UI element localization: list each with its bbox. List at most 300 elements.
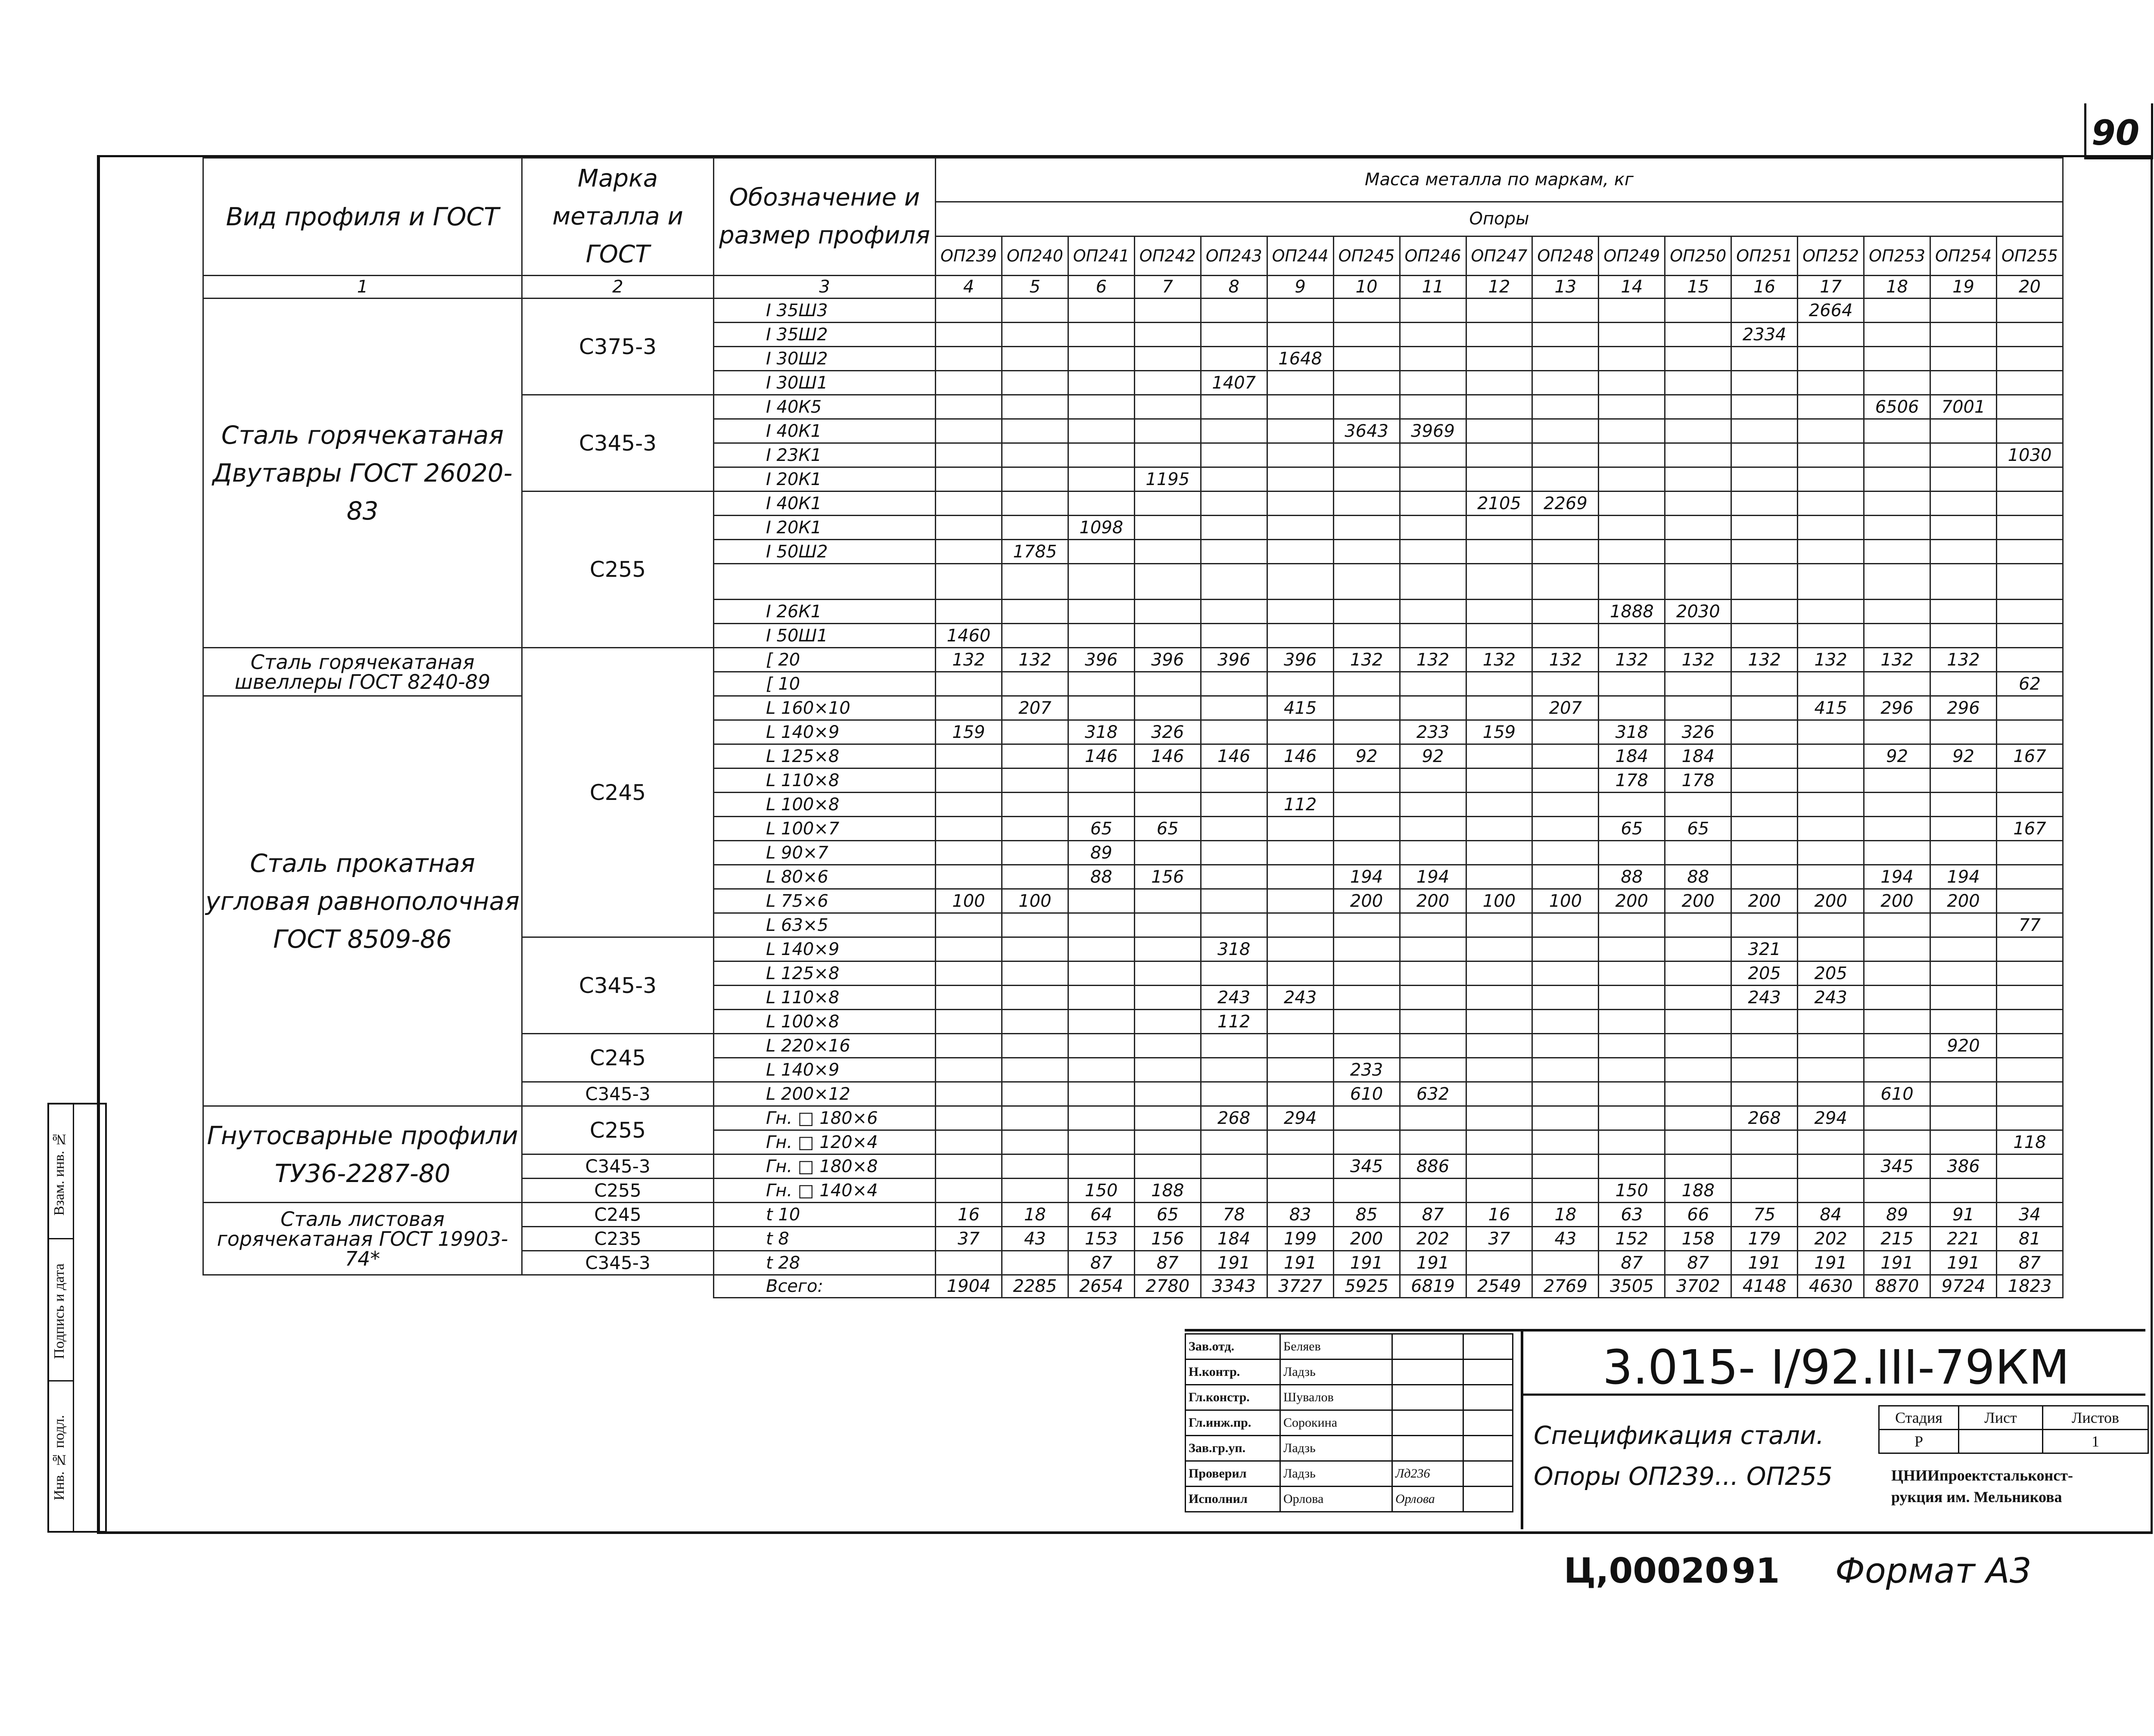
mass-value	[1864, 299, 1930, 323]
mass-value: 1648	[1267, 347, 1333, 371]
mass-value	[1731, 540, 1798, 564]
metal-mark: С235	[522, 1227, 714, 1251]
signature-mark	[1392, 1385, 1463, 1410]
mass-value	[1665, 1034, 1731, 1058]
header-mark-ОП254: ОП254	[1930, 236, 1997, 275]
mass-value	[1930, 937, 1997, 961]
mass-value	[1134, 540, 1201, 564]
mass-value	[1400, 600, 1466, 624]
mass-value	[1134, 516, 1201, 540]
mass-value	[1134, 793, 1201, 817]
mass-value	[1864, 347, 1930, 371]
mass-value	[1665, 492, 1731, 516]
signature-name: Ладзь	[1280, 1461, 1392, 1487]
mass-value: 132	[1665, 648, 1731, 672]
mass-value	[1466, 1058, 1532, 1082]
mass-value	[1201, 323, 1267, 347]
mass-value: 318	[1201, 937, 1267, 961]
mass-value	[1864, 986, 1930, 1010]
mass-value	[1201, 564, 1267, 600]
mass-value	[1665, 793, 1731, 817]
mass-value	[1864, 817, 1930, 841]
mass-value: 184	[1599, 744, 1665, 768]
mass-value	[1267, 841, 1333, 865]
signature-row	[1186, 1487, 1513, 1512]
profile-size: L 200×12	[714, 1082, 936, 1106]
stage-header: Стадия	[1879, 1406, 1959, 1430]
table-row	[203, 1106, 2063, 1130]
mass-value	[1864, 961, 1930, 986]
mass-value	[936, 371, 1002, 395]
mass-value: 200	[1930, 889, 1997, 913]
mass-value	[1002, 793, 1068, 817]
mass-value	[1068, 1082, 1134, 1106]
mass-value	[1798, 720, 1864, 744]
mass-value	[1731, 768, 1798, 793]
mass-value	[1599, 624, 1665, 648]
mass-value	[1997, 492, 2063, 516]
column-number: 10	[1333, 276, 1400, 299]
mass-value	[1201, 540, 1267, 564]
total-value: 8870	[1864, 1275, 1930, 1298]
mass-value	[1201, 961, 1267, 986]
mass-value	[1997, 1034, 2063, 1058]
mass-value: 92	[1864, 744, 1930, 768]
mass-value	[1002, 443, 1068, 467]
mass-value	[1798, 492, 1864, 516]
mass-value: 205	[1798, 961, 1864, 986]
mass-value	[1599, 323, 1665, 347]
mass-value: 112	[1267, 793, 1333, 817]
mass-value: 191	[1798, 1251, 1864, 1275]
mass-value	[936, 841, 1002, 865]
organization-line1: ЦНИИпроектстальконст-	[1891, 1467, 2073, 1484]
mass-value	[1599, 347, 1665, 371]
mass-value	[1930, 986, 1997, 1010]
mass-value	[1731, 516, 1798, 540]
mass-value: 188	[1665, 1179, 1731, 1203]
mass-value	[1864, 492, 1930, 516]
column-number: 2	[522, 276, 714, 299]
mass-value	[1532, 865, 1599, 889]
mass-value	[1731, 371, 1798, 395]
mass-value	[1267, 492, 1333, 516]
mass-value	[1532, 1058, 1599, 1082]
mass-value	[1930, 1179, 1997, 1203]
mass-value	[1599, 1130, 1665, 1154]
profile-size: L 110×8	[714, 986, 936, 1010]
mass-value	[936, 817, 1002, 841]
mass-value	[1466, 540, 1532, 564]
mass-value	[1201, 624, 1267, 648]
mass-value	[1267, 1179, 1333, 1203]
mass-value	[1333, 696, 1400, 720]
mass-value	[1466, 443, 1532, 467]
organization-line2: рукция им. Мельникова	[1891, 1488, 2062, 1506]
mass-value	[1665, 672, 1731, 696]
mass-value	[1864, 841, 1930, 865]
mass-value	[1997, 937, 2063, 961]
total-value: 4630	[1798, 1275, 1864, 1298]
mass-value	[1466, 937, 1532, 961]
mass-value	[1798, 347, 1864, 371]
mass-value	[1002, 516, 1068, 540]
mass-value: 132	[1400, 648, 1466, 672]
mass-value	[1466, 299, 1532, 323]
mass-value: 396	[1068, 648, 1134, 672]
column-number: 12	[1466, 276, 1532, 299]
mass-value	[1400, 1010, 1466, 1034]
mass-value: 215	[1864, 1227, 1930, 1251]
mass-value	[1532, 624, 1599, 648]
mass-value: 268	[1731, 1106, 1798, 1130]
mass-value: 132	[1333, 648, 1400, 672]
mass-value	[1930, 492, 1997, 516]
signature-row	[1186, 1334, 1513, 1360]
signature-role: Гл.констр.	[1186, 1385, 1280, 1410]
mass-value	[1532, 1034, 1599, 1058]
mass-value: 132	[1798, 648, 1864, 672]
mass-value	[1864, 937, 1930, 961]
profile-size: [ 10	[714, 672, 936, 696]
profile-group: Сталь горячекатаная швеллеры ГОСТ 8240-89	[203, 648, 522, 696]
mass-value: 1407	[1201, 371, 1267, 395]
mass-value	[1400, 1130, 1466, 1154]
mass-value	[1731, 299, 1798, 323]
mass-value	[1400, 443, 1466, 467]
mass-value	[1997, 624, 2063, 648]
mass-value	[936, 961, 1002, 986]
mass-value: 158	[1665, 1227, 1731, 1251]
mass-value	[1798, 1130, 1864, 1154]
mass-value	[936, 1010, 1002, 1034]
mass-value	[1798, 1034, 1864, 1058]
mass-value	[1333, 564, 1400, 600]
mass-value	[1267, 516, 1333, 540]
mass-value	[1599, 371, 1665, 395]
mass-value: 194	[1864, 865, 1930, 889]
signature-mark: Орлова	[1392, 1487, 1463, 1512]
mass-value	[1333, 299, 1400, 323]
mass-value: 91	[1930, 1203, 1997, 1227]
mass-value	[1333, 1130, 1400, 1154]
mass-value	[1864, 672, 1930, 696]
mass-value	[1267, 467, 1333, 492]
mass-value: 294	[1267, 1106, 1333, 1130]
mass-value	[1798, 1082, 1864, 1106]
profile-size: L 140×9	[714, 1058, 936, 1082]
mass-value: 610	[1333, 1082, 1400, 1106]
mass-value	[1997, 395, 2063, 419]
mass-value	[1930, 624, 1997, 648]
mass-value	[1599, 540, 1665, 564]
mass-value	[1466, 744, 1532, 768]
mass-value	[1599, 395, 1665, 419]
metal-mark: С375-3	[522, 299, 714, 395]
mass-value	[1599, 937, 1665, 961]
mass-value: 88	[1599, 865, 1665, 889]
mass-value	[1201, 600, 1267, 624]
page-number: 90	[2092, 113, 2140, 153]
mass-value: 7001	[1930, 395, 1997, 419]
profile-size: Гн. □ 180×6	[714, 1106, 936, 1130]
profile-group: Сталь горячекатаная Двутавры ГОСТ 26020-83	[203, 299, 522, 648]
mass-value	[1532, 1251, 1599, 1275]
mass-value: 152	[1599, 1227, 1665, 1251]
mass-value	[1599, 419, 1665, 443]
mass-value: 886	[1400, 1154, 1466, 1179]
mass-value: 200	[1333, 1227, 1400, 1251]
mass-value: 43	[1002, 1227, 1068, 1251]
mass-value: 150	[1068, 1179, 1134, 1203]
stage-table	[1878, 1405, 2149, 1454]
mass-value	[1400, 347, 1466, 371]
mass-value	[1400, 937, 1466, 961]
profile-size: I 23К1	[714, 443, 936, 467]
mass-value	[1400, 986, 1466, 1010]
header-mark-ОП244: ОП244	[1267, 236, 1333, 275]
mass-value	[936, 1251, 1002, 1275]
profile-size: L 140×9	[714, 720, 936, 744]
mass-value	[1532, 443, 1599, 467]
mass-value: 100	[1002, 889, 1068, 913]
profile-group: Гнутосварные профили ТУ36-2287-80	[203, 1106, 522, 1203]
mass-value	[1267, 961, 1333, 986]
mass-value: 112	[1201, 1010, 1267, 1034]
mass-value	[1333, 1034, 1400, 1058]
mass-value	[1665, 347, 1731, 371]
mass-value	[1267, 817, 1333, 841]
mass-value: 6506	[1864, 395, 1930, 419]
mass-value: 146	[1201, 744, 1267, 768]
mass-value: 2664	[1798, 299, 1864, 323]
profile-size: L 100×7	[714, 817, 936, 841]
mass-value	[1665, 323, 1731, 347]
mass-value	[1731, 720, 1798, 744]
mass-value	[1997, 1179, 2063, 1203]
mass-value: 2334	[1731, 323, 1798, 347]
mass-value	[1002, 347, 1068, 371]
mass-value	[1333, 793, 1400, 817]
mass-value	[1997, 540, 2063, 564]
mass-value	[1002, 1251, 1068, 1275]
mass-value	[1134, 564, 1201, 600]
header-mark-ОП255: ОП255	[1997, 236, 2063, 275]
mass-value	[1002, 1106, 1068, 1130]
mass-value	[1002, 564, 1068, 600]
mass-value	[1002, 1058, 1068, 1082]
mass-value	[1532, 1010, 1599, 1034]
mass-value	[1201, 516, 1267, 540]
signature-name: Сорокина	[1280, 1410, 1392, 1436]
mass-value	[1864, 1179, 1930, 1203]
mass-value	[1731, 672, 1798, 696]
mass-value	[1798, 744, 1864, 768]
mass-value	[1532, 672, 1599, 696]
mass-value	[1665, 1058, 1731, 1082]
mass-value	[1068, 1058, 1134, 1082]
mass-value	[936, 516, 1002, 540]
mass-value	[1599, 1058, 1665, 1082]
mass-value: 202	[1400, 1227, 1466, 1251]
mass-value	[1997, 516, 2063, 540]
mass-value	[1997, 1082, 2063, 1106]
mass-value: 326	[1665, 720, 1731, 744]
mass-value: 88	[1068, 865, 1134, 889]
signature-role: Зав.отд.	[1186, 1334, 1280, 1360]
mass-value	[1002, 1010, 1068, 1034]
mass-value: 345	[1333, 1154, 1400, 1179]
mass-value: 221	[1930, 1227, 1997, 1251]
mass-value	[1532, 913, 1599, 937]
mass-value	[1864, 768, 1930, 793]
mass-value: 92	[1400, 744, 1466, 768]
mass-value	[1400, 371, 1466, 395]
mass-value: 75	[1731, 1203, 1798, 1227]
mass-value	[1002, 1179, 1068, 1203]
mass-value: 63	[1599, 1203, 1665, 1227]
mass-value: 84	[1798, 1203, 1864, 1227]
signature-role: Проверил	[1186, 1461, 1280, 1487]
header-supports: Опоры	[936, 202, 2063, 236]
profile-size: [ 20	[714, 648, 936, 672]
mass-value: 296	[1930, 696, 1997, 720]
mass-value	[1201, 841, 1267, 865]
totals-blank	[522, 1275, 714, 1298]
mass-value	[1267, 540, 1333, 564]
mass-value	[1201, 913, 1267, 937]
mass-value	[1134, 889, 1201, 913]
mass-value	[1068, 467, 1134, 492]
profile-size: L 125×8	[714, 961, 936, 986]
mass-value	[1798, 1010, 1864, 1034]
mass-value	[1333, 841, 1400, 865]
mass-value	[1267, 768, 1333, 793]
mass-value	[1333, 937, 1400, 961]
mass-value	[1068, 1010, 1134, 1034]
mass-value	[1333, 961, 1400, 986]
mass-value	[1665, 467, 1731, 492]
mass-value	[1068, 937, 1134, 961]
mass-value	[1864, 443, 1930, 467]
mass-value: 294	[1798, 1106, 1864, 1130]
mass-value	[1731, 841, 1798, 865]
mass-value: 132	[1002, 648, 1068, 672]
mass-value	[1798, 600, 1864, 624]
mass-value	[1400, 817, 1466, 841]
mass-value	[1997, 986, 2063, 1010]
mass-value: 178	[1599, 768, 1665, 793]
total-value: 5925	[1333, 1275, 1400, 1298]
mass-value	[1599, 986, 1665, 1010]
mass-value	[1864, 540, 1930, 564]
mass-value	[1134, 492, 1201, 516]
sheet-header: Лист	[1959, 1406, 2043, 1430]
mass-value	[1068, 492, 1134, 516]
mass-value	[1665, 371, 1731, 395]
signature-name: Орлова	[1280, 1487, 1392, 1512]
mass-value: 1888	[1599, 600, 1665, 624]
mass-value	[1134, 600, 1201, 624]
mass-value	[936, 672, 1002, 696]
mass-value: 318	[1599, 720, 1665, 744]
signature-role: Зав.гр.уп.	[1186, 1436, 1280, 1461]
mass-value	[1798, 913, 1864, 937]
mass-value	[1731, 419, 1798, 443]
mass-value	[1002, 1034, 1068, 1058]
mass-value	[1134, 1130, 1201, 1154]
mass-value	[1134, 624, 1201, 648]
mass-value	[1864, 624, 1930, 648]
document-title-line2: Опоры ОП239... ОП255	[1534, 1462, 1833, 1491]
mass-value	[1400, 492, 1466, 516]
profile-size: L 125×8	[714, 744, 936, 768]
signature-date	[1463, 1360, 1513, 1385]
mass-value	[1068, 1130, 1134, 1154]
document-title	[1534, 1415, 1833, 1497]
profile-size: I 30Ш1	[714, 371, 936, 395]
total-value: 3343	[1201, 1275, 1267, 1298]
mass-value	[1798, 419, 1864, 443]
mass-value	[1599, 1010, 1665, 1034]
mass-value: 159	[1466, 720, 1532, 744]
mass-value	[1798, 395, 1864, 419]
mass-value	[1665, 1010, 1731, 1034]
mass-value	[1665, 696, 1731, 720]
mass-value: 87	[1400, 1203, 1466, 1227]
mass-value: 81	[1997, 1227, 2063, 1251]
mass-value	[936, 913, 1002, 937]
mass-value	[1333, 672, 1400, 696]
mass-value	[1400, 1179, 1466, 1203]
mass-value: 87	[1134, 1251, 1201, 1275]
mass-value	[1400, 299, 1466, 323]
mass-value	[1134, 1034, 1201, 1058]
mass-value: 87	[1599, 1251, 1665, 1275]
mass-value	[1930, 347, 1997, 371]
mass-value: 167	[1997, 744, 2063, 768]
mass-value	[1333, 600, 1400, 624]
mass-value	[1997, 299, 2063, 323]
mass-value	[1201, 889, 1267, 913]
profile-size: L 80×6	[714, 865, 936, 889]
mass-value	[1068, 793, 1134, 817]
mass-value	[1002, 937, 1068, 961]
specification-table	[202, 157, 2064, 1298]
profile-group: Сталь прокатная угловая равнополочная ГОСТ 8509-86	[203, 696, 522, 1106]
mass-value: 200	[1400, 889, 1466, 913]
stage-value: Р	[1879, 1430, 1959, 1453]
mass-value	[1400, 1058, 1466, 1082]
mass-value: 396	[1201, 648, 1267, 672]
mass-value	[1134, 696, 1201, 720]
mass-value: 92	[1930, 744, 1997, 768]
profile-size: L 63×5	[714, 913, 936, 937]
mass-value	[1798, 371, 1864, 395]
profile-size: t 8	[714, 1227, 936, 1251]
mass-value	[1267, 1130, 1333, 1154]
mass-value	[1599, 1106, 1665, 1130]
mass-value	[1068, 696, 1134, 720]
mass-value	[1068, 371, 1134, 395]
sidebar-label-inventory: Инв. № подл.	[51, 1415, 67, 1501]
mass-value	[1997, 323, 2063, 347]
mass-value	[1267, 564, 1333, 600]
mass-value: 92	[1333, 744, 1400, 768]
column-number: 5	[1002, 276, 1068, 299]
column-number: 18	[1864, 276, 1930, 299]
header-mark-ОП252: ОП252	[1798, 236, 1864, 275]
